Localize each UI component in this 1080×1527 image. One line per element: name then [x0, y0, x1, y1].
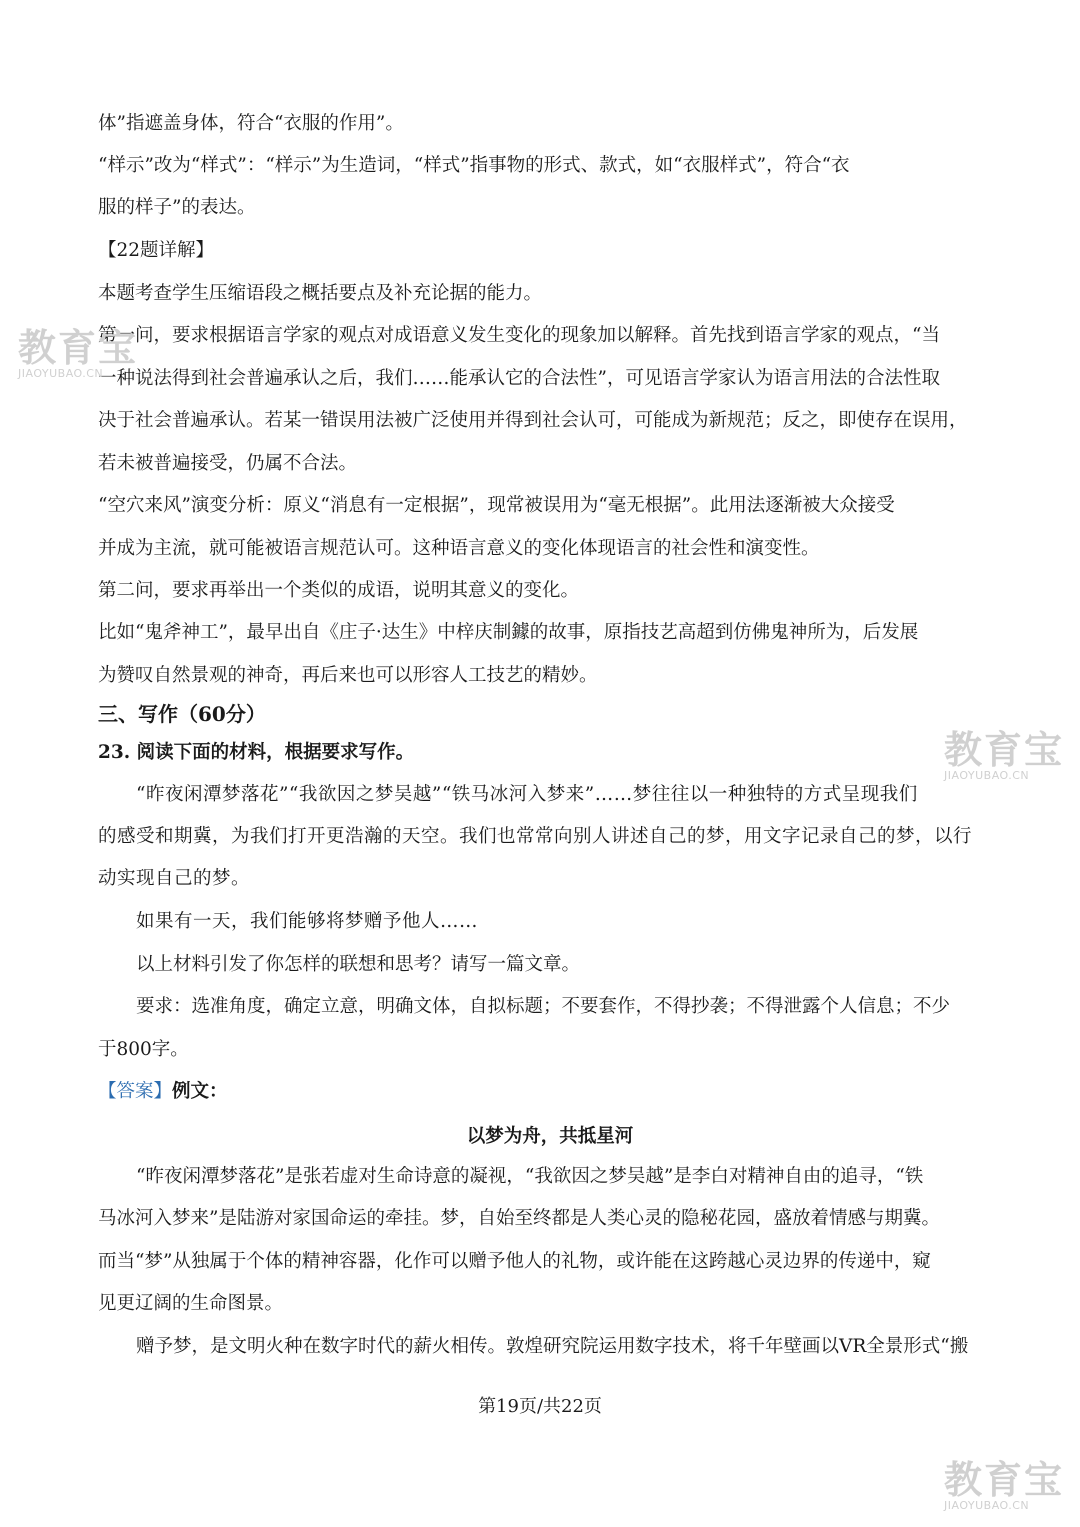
answer-tag: 【答案】	[98, 1081, 173, 1102]
watermark-logo: 教育宝 JIAOYUBAO.CN	[944, 1458, 1065, 1512]
instruction-line: 以上材料引发了你怎样的联想和思考？请写一篇文章。	[136, 954, 581, 975]
essay-line: “昨夜闲潭梦落花”是张若虚对生命诗意的凝视，“我欲因之梦吴越”是李白对精神自由的追寻，“铁	[136, 1166, 924, 1187]
essay-line: 赠予梦，是文明火种在数字时代的薪火相传。敦煌研究院运用数字技术，将千年壁画以VR全景形式“搬	[136, 1336, 969, 1357]
text-line: “空穴来风”演变分析：原义“消息有一定根据”，现常被误用为“毫无根据”。此用法逐渐被大众接受	[98, 495, 895, 516]
watermark-logo: 教育宝 JIAOYUBAO.CN	[18, 326, 139, 380]
material-line: 动实现自己的梦。	[98, 868, 251, 889]
text-line: 体”指遮盖身体，符合“衣服的作用”。	[98, 113, 404, 134]
text-line: 决于社会普遍承认。若某一错误用法被广泛使用并得到社会认可，可能成为新规范；反之，即使存在误用，	[98, 410, 968, 431]
text-line: 为赞叹自然景观的神奇，再后来也可以形容人工技艺的精妙。	[98, 665, 598, 686]
answer-label: 例文：	[172, 1081, 228, 1102]
question-heading: 【22题详解】	[98, 240, 215, 261]
material-line: 如果有一天，我们能够将梦赠予他人……	[136, 911, 479, 932]
answer-heading	[98, 1079, 983, 1105]
requirement-line: 于800字。	[98, 1039, 189, 1060]
text-line: 一种说法得到社会普遍承认之后，我们……能承认它的合法性”，可见语言学家认为语言用法的合法性取	[98, 368, 940, 389]
requirement-line: 要求：选准角度，确定立意，明确文体，自拟标题；不要套作，不得抄袭；不得泄露个人信息；不少	[136, 996, 951, 1017]
text-line: 本题考查学生压缩语段之概括要点及补充论据的能力。	[98, 283, 543, 304]
essay-line: 马冰河入梦来”是陆游对家国命运的牵挂。梦，自始至终都是人类心灵的隐秘花园，盛放着情感与期冀。	[98, 1208, 940, 1229]
essay-title: 以梦为舟，共抵星河	[466, 1126, 634, 1147]
text-line: 第二问，要求再举出一个类似的成语，说明其意义的变化。	[98, 580, 580, 601]
text-line: 若未被普遍接受，仍属不合法。	[98, 453, 358, 474]
section-title: 三、写作（60分）	[98, 702, 266, 726]
text-line: 比如“鬼斧神工”，最早出自《庄子·达生》中梓庆制鐻的故事，原指技艺高超到仿佛鬼神所为，后发展	[98, 622, 919, 643]
page-number: 第19页/共22页	[478, 1396, 602, 1417]
material-line: “昨夜闲潭梦落花”“我欲因之梦吴越”“铁马冰河入梦来”……梦往往以一种独特的方式呈现我们	[136, 784, 918, 805]
material-line: 的感受和期冀，为我们打开更浩瀚的天空。我们也常常向别人讲述自己的梦，用文字记录自己的梦，以行	[98, 826, 973, 847]
text-line: 并成为主流，就可能被语言规范认可。这种语言意义的变化体现语言的社会性和演变性。	[98, 538, 820, 559]
text-line: 服的样子”的表达。	[98, 197, 256, 218]
question-23-title: 23. 阅读下面的材料，根据要求写作。	[98, 742, 415, 763]
text-line: “样示”改为“样式”：“样示”为生造词，“样式”指事物的形式、款式，如“衣服样式”，符合“衣	[98, 155, 850, 176]
watermark-logo: 教育宝 JIAOYUBAO.CN	[944, 728, 1065, 782]
essay-line: 见更辽阔的生命图景。	[98, 1293, 284, 1314]
text-line: 第一问，要求根据语言学家的观点对成语意义发生变化的现象加以解释。首先找到语言学家的观点，“当	[98, 325, 940, 346]
essay-line: 而当“梦”从独属于个体的精神容器，化作可以赠予他人的礼物，或许能在这跨越心灵边界的传递中，窥	[98, 1251, 931, 1272]
